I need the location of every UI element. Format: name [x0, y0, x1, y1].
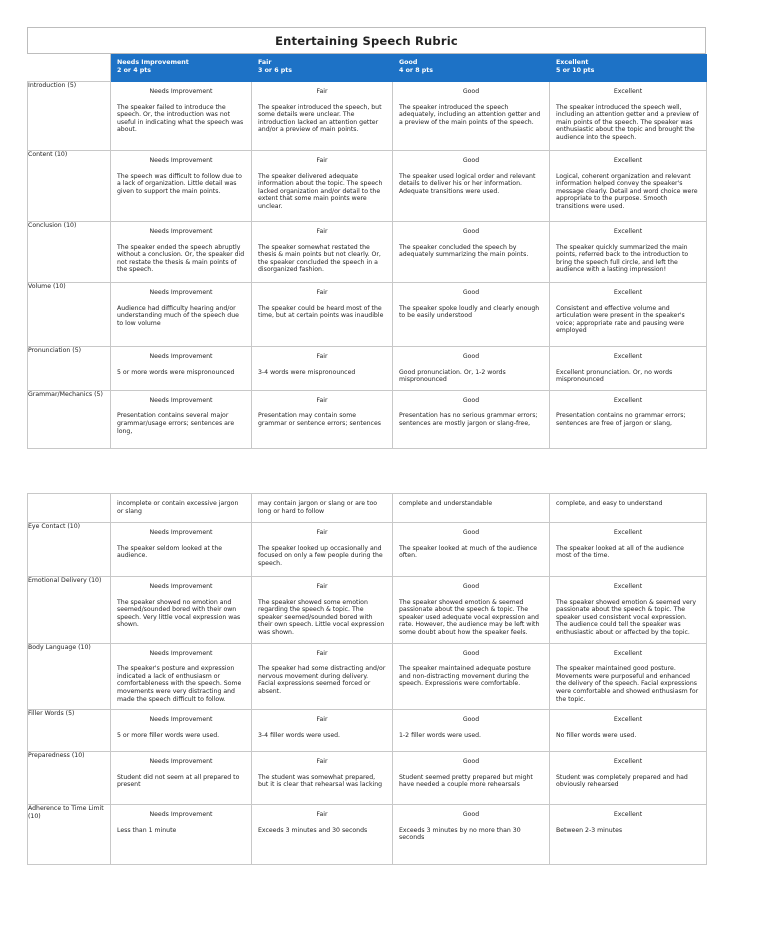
rubric-cell [111, 347, 252, 391]
rubric-description: The speaker's posture and expression indicated a lack of enthusiasm or comfortableness with the speech. Some movements were very distracting and made the speech difficult to follow. [117, 665, 242, 703]
rubric-cell [252, 283, 393, 347]
cell-level-label: Excellent [613, 811, 643, 819]
rubric-cell [393, 577, 550, 644]
rubric-description: The speaker introduced the speech well, including an attention getter and a preview of main points of the speech. The speaker was enthusiastic about the topic and brought the audience into the speech. [556, 103, 699, 141]
cell-level-label: Fair [316, 811, 328, 819]
level-header-needs-improvement [111, 55, 252, 82]
cell-level-label: Fair [316, 88, 328, 95]
page-title: Entertaining Speech Rubric [275, 34, 458, 48]
rubric-description: The speaker looked up occasionally and focused on only a few people during the speech. [258, 544, 383, 567]
rubric-description: Between 2-3 minutes [556, 826, 623, 834]
cell-level-label: Needs Improvement [149, 716, 213, 724]
cell-level-label: Needs Improvement [149, 353, 213, 360]
cell-level-label: Good [462, 716, 480, 724]
rubric-cell [252, 752, 393, 805]
rubric-table-part-1 [27, 54, 707, 449]
continuation-cell [252, 494, 393, 523]
cell-level-label: Good [462, 353, 480, 360]
rubric-description: The speaker ended the speech abruptly without a conclusion. Or, the speaker did not restate the thesis & main points of the speech. [117, 243, 245, 274]
rubric-description: complete, and easy to understand [556, 500, 663, 507]
rubric-description: The speaker looked at much of the audience often. [399, 544, 538, 560]
rubric-cell [111, 752, 252, 805]
cell-level-label: Excellent [613, 157, 643, 164]
rubric-description: The speaker somewhat restated the thesis & main points but not clearly. Or, the speaker concluded the speech in a disorganized fashion. [258, 243, 381, 274]
rubric-cell [252, 805, 393, 865]
cell-level-label: Excellent [613, 289, 643, 296]
criterion-label: Volume (10) [28, 283, 111, 347]
cell-level-label: Good [462, 396, 480, 404]
rubric-description: Presentation contains several major grammar/usage errors; sentences are long, [117, 412, 235, 435]
criterion-row [28, 752, 707, 805]
rubric-description: The speaker spoke loudly and clearly enough to be easily understood [399, 304, 540, 320]
cell-level-label: Needs Improvement [149, 157, 213, 164]
criterion-label: Filler Words (5) [28, 710, 111, 752]
criterion-row [28, 577, 707, 644]
criterion-label: Grammar/Mechanics (5) [28, 390, 111, 448]
criterion-row [28, 82, 707, 151]
cell-level-label: Excellent [613, 716, 643, 724]
rubric-description: The speaker maintained good posture. Movements were purposeful and enhanced the delivery of the speech. Facial expressions were comfortable and showed enthusiasm for the topic. [556, 665, 699, 703]
rubric-cell [393, 805, 550, 865]
continuation-criterion-cell [28, 494, 111, 523]
cell-level-label: Needs Improvement [149, 289, 213, 296]
criterion-label: Content (10) [28, 151, 111, 222]
rubric-description: The speaker could be heard most of the time, but at certain points was inaudible [258, 304, 384, 320]
rubric-cell [550, 523, 707, 577]
cell-level-label: Needs Improvement [149, 529, 213, 536]
rubric-description: complete and understandable [399, 500, 493, 507]
cell-level-label: Fair [316, 758, 328, 766]
level-header-fair [252, 55, 393, 82]
rubric-cell [393, 347, 550, 391]
cell-level-label: Fair [316, 716, 328, 724]
rubric-cell [550, 390, 707, 448]
rubric-description: The speaker seldom looked at the audience. [117, 544, 223, 560]
header-corner [28, 55, 111, 82]
rubric-description: 1-2 filler words were used. [399, 731, 482, 739]
rubric-description: Presentation has no serious grammar errors; sentences are mostly jargon or slang-free, [399, 412, 538, 427]
rubric-cell [393, 283, 550, 347]
cell-level-label: Excellent [613, 529, 643, 536]
criterion-label: Pronunciation (5) [28, 347, 111, 391]
cell-level-label: Good [462, 157, 480, 164]
rubric-title-bar [27, 27, 706, 54]
cell-level-label: Fair [316, 353, 328, 360]
rubric-description: Presentation contains no grammar errors; sentences are free of jargon or slang, [556, 412, 686, 427]
rubric-description: The speech was difficult to follow due to a lack of organization. Little detail was given to support the main points. [117, 172, 242, 195]
rubric-cell [111, 283, 252, 347]
rubric-description: The speaker failed to introduce the speech. Or, the introduction was not useful in indicating what the speech was about. [117, 103, 244, 134]
rubric-description: The speaker quickly summarized the main points, referred back to the introduction to bring the speech full circle, and left the audience with a lasting impression! [556, 243, 689, 274]
level-points: 2 or 4 pts [117, 66, 152, 74]
cell-level-label: Fair [316, 157, 328, 164]
cell-level-label: Needs Improvement [149, 88, 213, 95]
rubric-description: may contain jargon or slang or are too long or hard to follow [258, 500, 378, 515]
rubric-description: incomplete or contain excessive jargon or slang [117, 500, 239, 515]
rubric-cell [111, 222, 252, 283]
rubric-description: No filler words were used. [556, 731, 637, 739]
rubric-description: The speaker showed no emotion and seemed/sounded bored with their own speech. Very little vocal expression was shown. [117, 598, 241, 629]
cell-level-label: Needs Improvement [149, 228, 213, 235]
cell-level-label: Excellent [613, 228, 643, 235]
cell-level-label: Good [462, 529, 480, 536]
cell-level-label: Fair [316, 228, 328, 235]
rubric-cell [252, 577, 393, 644]
rubric-description: Student was completely prepared and had obviously rehearsed [556, 773, 688, 789]
rubric-cell [252, 710, 393, 752]
rubric-description: 5 or more filler words were used. [117, 731, 220, 739]
level-name: Fair [258, 59, 272, 66]
rubric-cell [393, 82, 550, 151]
rubric-cell [393, 710, 550, 752]
cell-level-label: Excellent [613, 88, 643, 95]
cell-level-label: Needs Improvement [149, 649, 213, 657]
cell-level-label: Excellent [613, 758, 643, 766]
continuation-cell [393, 494, 550, 523]
criterion-row [28, 523, 707, 577]
rubric-description: 3-4 words were mispronounced [258, 368, 356, 376]
rubric-cell [550, 283, 707, 347]
rubric-cell [111, 805, 252, 865]
criterion-label: Adherence to Time Limit (10) [28, 805, 111, 865]
rubric-cell [550, 151, 707, 222]
rubric-cell [111, 151, 252, 222]
rubric-cell [111, 523, 252, 577]
rubric-description: 5 or more words were mispronounced [117, 368, 235, 376]
cell-level-label: Fair [316, 583, 328, 590]
rubric-cell [252, 390, 393, 448]
rubric-description: The speaker maintained adequate posture and non-distracting movement during the speech. Expressions were comfortable. [399, 665, 531, 688]
rubric-cell [550, 752, 707, 805]
criterion-row [28, 805, 707, 865]
rubric-description: Excellent pronunciation. Or, no words mispronounced [556, 368, 673, 384]
criterion-row [28, 643, 707, 710]
cell-level-label: Excellent [613, 396, 643, 404]
cell-level-label: Needs Improvement [149, 583, 213, 590]
rubric-cell [550, 643, 707, 710]
rubric-cell [252, 82, 393, 151]
rubric-description: The speaker delivered adequate information about the topic. The speech lacked organization and/or detail to the extent that some main points were unclear. [258, 172, 383, 210]
rubric-cell [252, 222, 393, 283]
rubric-cell [252, 347, 393, 391]
rubric-cell [252, 151, 393, 222]
rubric-cell [111, 643, 252, 710]
criterion-label: Introduction (5) [28, 82, 111, 151]
rubric-description: The speaker had some distracting and/or nervous movement during delivery. Facial expressions seemed forced or absent. [258, 665, 386, 695]
rubric-cell [252, 643, 393, 710]
cell-level-label: Fair [316, 396, 328, 404]
rubric-description: The speaker introduced the speech adequately, including an attention getter and a preview of the main points of the speech. [399, 103, 541, 126]
rubric-description: The speaker showed emotion & seemed very passionate about the speech & topic. The speaker used consistent vocal expression. The audience could tell the speaker was enthusiastic about or affected by the topic. [556, 598, 697, 636]
rubric-cell [111, 82, 252, 151]
rubric-description: Exceeds 3 minutes and 30 seconds [258, 826, 368, 834]
cell-level-label: Good [462, 649, 480, 657]
rubric-description: The speaker showed emotion & seemed passionate about the speech & topic. The speaker used adequate vocal expression and rate. However, the audience may be left with some doubt about how the speaker feels. [399, 598, 540, 636]
cell-level-label: Good [462, 758, 480, 766]
level-name: Needs Improvement [117, 59, 189, 66]
continuation-cell [111, 494, 252, 523]
rubric-cell [111, 710, 252, 752]
cell-level-label: Fair [316, 289, 328, 296]
rubric-cell [393, 390, 550, 448]
cell-level-label: Needs Improvement [149, 396, 213, 404]
cell-level-label: Fair [316, 529, 328, 536]
rubric-description: Presentation may contain some grammar or sentence errors; sentences [258, 412, 381, 427]
rubric-cell [393, 643, 550, 710]
cell-level-label: Good [462, 811, 480, 819]
cell-level-label: Good [462, 583, 480, 590]
criterion-row [28, 283, 707, 347]
rubric-cell [550, 577, 707, 644]
cell-level-label: Needs Improvement [149, 811, 213, 819]
rubric-description: Student seemed pretty prepared but might have needed a couple more rehearsals [399, 773, 533, 789]
cell-level-label: Good [462, 88, 480, 95]
rubric-cell [393, 523, 550, 577]
rubric-description: Audience had difficulty hearing and/or understanding much of the speech due to low volume [117, 304, 239, 327]
criterion-row [28, 151, 707, 222]
rubric-description: The speaker looked at all of the audience most of the time. [556, 544, 684, 560]
rubric-description: Consistent and effective volume and articulation were present in the speaker's voice; appropriate rate and pausing were employed [556, 304, 685, 335]
rubric-cell [550, 347, 707, 391]
criterion-label: Emotional Delivery (10) [28, 577, 111, 644]
grammar-continuation-row [28, 494, 707, 523]
rubric-description: The speaker concluded the speech by adequately summarizing the main points. [399, 243, 529, 259]
cell-level-label: Excellent [613, 583, 643, 590]
rubric-cell [550, 222, 707, 283]
rubric-cell [393, 222, 550, 283]
criterion-row [28, 390, 707, 448]
rubric-cell [393, 752, 550, 805]
rubric-description: 3-4 filler words were used. [258, 731, 341, 739]
rubric-description: The speaker used logical order and relevant details to deliver his or her information. Adequate transitions were used. [399, 172, 536, 195]
criterion-row [28, 710, 707, 752]
rubric-cell [111, 390, 252, 448]
rubric-description: The speaker introduced the speech, but some details were unclear. The introduction lacked an attention getter and/or a preview of main points. [258, 103, 382, 134]
rubric-cell [550, 710, 707, 752]
rubric-description: Logical, coherent organization and relevant information helped convey the speaker's message clearly. Detail and word choice were appropriate to the purpose. Smooth transitions were used. [556, 172, 698, 210]
cell-level-label: Fair [316, 649, 328, 657]
rubric-description: The student was somewhat prepared, but it is clear that rehearsal was lacking [258, 773, 383, 789]
criterion-label: Preparedness (10) [28, 752, 111, 805]
level-name: Excellent [556, 59, 589, 66]
level-points: 4 or 8 pts [399, 66, 434, 74]
rubric-description: Good pronunciation. Or, 1-2 words mispronounced [399, 368, 506, 384]
rubric-cell [393, 151, 550, 222]
continuation-cell [550, 494, 707, 523]
rubric-cell [550, 805, 707, 865]
rubric-description: Exceeds 3 minutes by no more than 30 seconds [399, 826, 521, 842]
level-points: 5 or 10 pts [556, 66, 595, 74]
rubric-cell [111, 577, 252, 644]
cell-level-label: Excellent [613, 649, 643, 657]
level-name: Good [399, 59, 418, 66]
rubric-table-part-2 [27, 493, 707, 865]
rubric-description: Student did not seem at all prepared to present [117, 773, 240, 789]
cell-level-label: Needs Improvement [149, 758, 213, 766]
cell-level-label: Good [462, 289, 480, 296]
criterion-label: Eye Contact (10) [28, 523, 111, 577]
rubric-description: The speaker showed some emotion regarding the speech & topic. The speaker seemed/sounded bored with their own speech. Little vocal expression was shown. [258, 598, 385, 636]
rubric-cell [252, 523, 393, 577]
level-header-row [28, 55, 707, 82]
level-points: 3 or 6 pts [258, 66, 293, 74]
criterion-label: Conclusion (10) [28, 222, 111, 283]
rubric-description: Less than 1 minute [117, 826, 177, 834]
level-header-good [393, 55, 550, 82]
level-header-excellent [550, 55, 707, 82]
rubric-cell [550, 82, 707, 151]
criterion-row [28, 222, 707, 283]
criterion-row [28, 347, 707, 391]
cell-level-label: Excellent [613, 353, 643, 360]
criterion-label: Body Language (10) [28, 643, 111, 710]
cell-level-label: Good [462, 228, 480, 235]
